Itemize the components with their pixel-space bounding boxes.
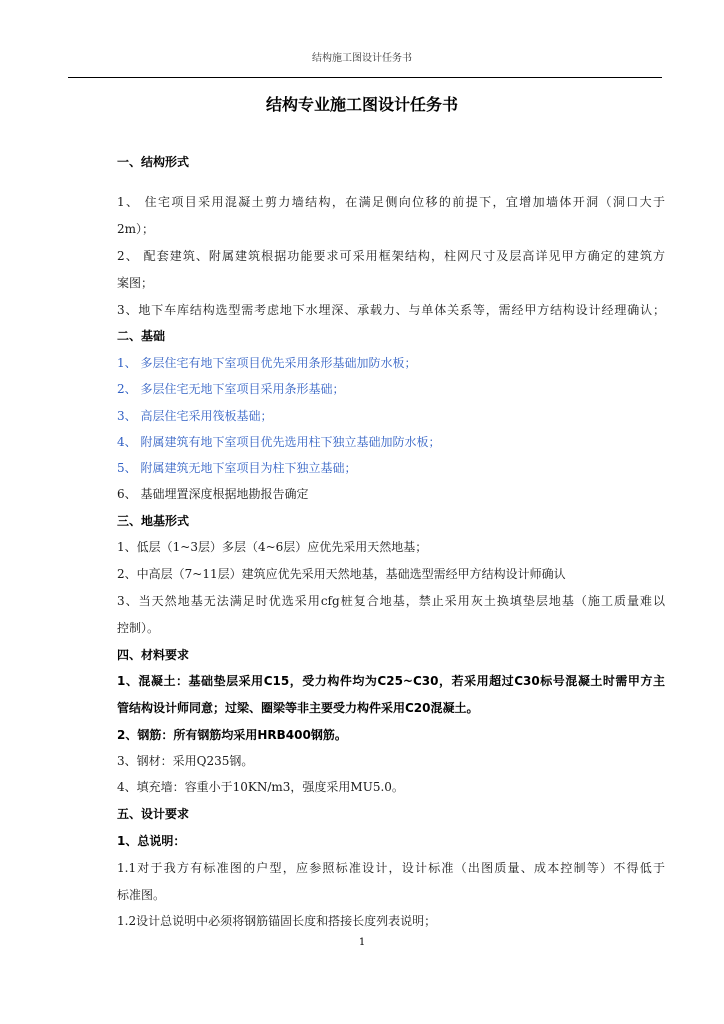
foundation-item: 3、 高层住宅采用筏板基础； (117, 409, 273, 423)
paragraph-line: 1.2设计总说明中必须将钢筋锚固长度和搭接长度列表说明； (117, 914, 437, 928)
paragraph-line: 2、 配套建筑、附属建筑根据功能要求可采用框架结构，柱网尺寸及层高详见甲方确定的建筑方 (117, 249, 665, 263)
foundation-item: 4、 附属建筑有地下室项目优先选用柱下独立基础加防水板； (117, 435, 441, 449)
foundation-item: 5、 附属建筑无地下室项目为柱下独立基础； (117, 461, 357, 475)
foundation-item: 1、 多层住宅有地下室项目优先采用条形基础加防水板； (117, 356, 417, 370)
section-heading-foundation: 二、基础 (117, 329, 166, 343)
page-header-title: 结构施工图设计任务书 (312, 53, 412, 64)
paragraph-line: 标准图。 (117, 888, 166, 902)
section-heading-subgrade: 三、地基形式 (117, 514, 190, 528)
paragraph-line: 1.1对于我方有标准图的户型，应参照标准设计，设计标准（出图质量、成本控制等）不得低于 (117, 861, 665, 875)
paragraph-line: 1、低层（1~3层）多层（4~6层）应优先采用天然地基； (117, 540, 428, 554)
paragraph-line: 2、中高层（7~11层）建筑应优先采用天然地基，基础选型需经甲方结构设计师确认 (117, 567, 566, 581)
paragraph-line-bold: 2、钢筋：所有钢筋均采用HRB400钢筋。 (117, 728, 347, 742)
paragraph-line: 案图； (117, 276, 154, 290)
section-heading-materials: 四、材料要求 (117, 648, 190, 662)
paragraph-line: 4、填充墙：容重小于10KN/m3，强度采用MU5.0。 (117, 780, 404, 794)
paragraph-line-bold: 1、混凝土：基础垫层采用C15，受力构件均为C25~C30，若采用超过C30标号混凝土时需甲方主 (117, 674, 665, 688)
header-rule (68, 77, 662, 78)
paragraph-line: 3、地下车库结构选型需考虑地下水埋深、承载力、与单体关系等，需经甲方结构设计经理确认； (117, 303, 665, 317)
paragraph-line: 1、 住宅项目采用混凝土剪力墙结构，在满足侧向位移的前提下，宜增加墙体开洞（洞口大于 (117, 195, 665, 209)
foundation-item: 6、 基础埋置深度根据地勘报告确定 (117, 487, 309, 501)
paragraph-line: 3、当天然地基无法满足时优选采用cfg桩复合地基，禁止采用灰土换填垫层地基（施工质量难以 (117, 594, 665, 608)
foundation-item: 2、 多层住宅无地下室项目采用条形基础； (117, 382, 345, 396)
page-number: 1 (358, 937, 366, 948)
paragraph-line-bold: 管结构设计师同意；过梁、圈梁等非主要受力构件采用C20混凝土。 (117, 701, 479, 715)
subheading-general-notes: 1、总说明： (117, 834, 186, 848)
paragraph-line: 控制）。 (117, 621, 160, 635)
paragraph-line: 3、钢材：采用Q235钢。 (117, 754, 254, 768)
section-heading-design: 五、设计要求 (117, 807, 190, 821)
section-heading-structure: 一、结构形式 (117, 155, 190, 169)
paragraph-line: 2m）； (117, 222, 155, 236)
document-title: 结构专业施工图设计任务书 (265, 95, 458, 114)
